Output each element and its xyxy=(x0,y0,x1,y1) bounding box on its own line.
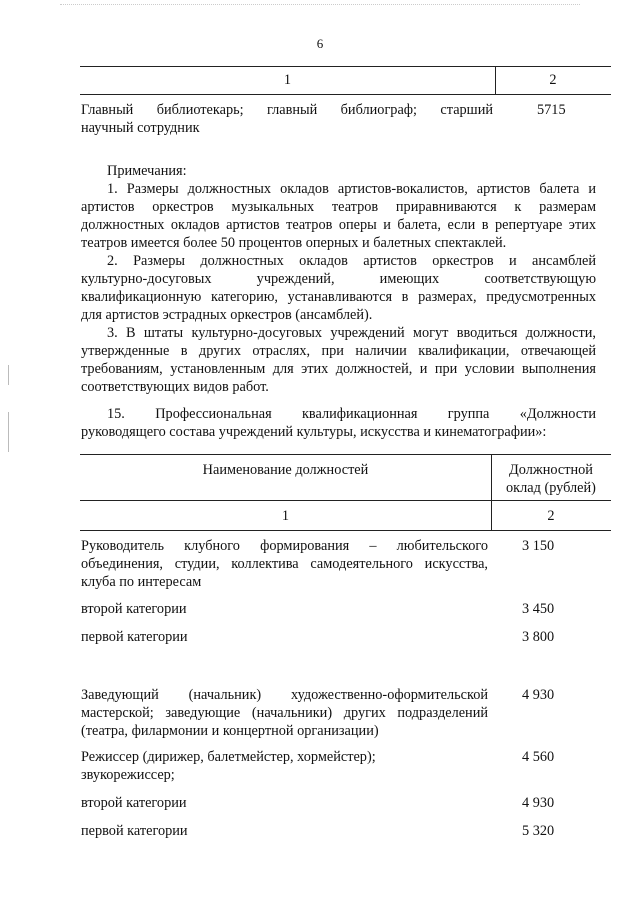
table-row-name-line: первой категории xyxy=(81,629,188,645)
table-row-salary: 5 320 xyxy=(522,823,555,839)
main-table-num-col1: 1 xyxy=(281,508,290,524)
table-row-salary: 3 800 xyxy=(522,629,555,645)
note3-line: 3. В штаты культурно-досуговых учреждений могут вводиться должности, xyxy=(107,325,596,341)
note3-line: требованиям, установленным для этих должностей, и при условии выполнения xyxy=(81,361,596,377)
scan-artifact-mark xyxy=(8,365,9,385)
table-row-salary: 4 930 xyxy=(522,795,555,811)
table-row-name-line: Заведующий (начальник) художественно-оформительской xyxy=(81,687,488,703)
note2-line: 2. Размеры должностных окладов артистов оркестров и ансамблей xyxy=(107,253,596,269)
note3-line: утвержденные в других отраслях, при наличии квалификации, отвечающей xyxy=(81,343,596,359)
main-table-top-border xyxy=(80,454,611,455)
table-row-name-line: объединения, студии, коллектива самодеятельного искусства, xyxy=(81,556,488,572)
page-number: 6 xyxy=(316,36,324,51)
table-row-name-line: (театра, филармонии и концертной организации) xyxy=(81,723,379,739)
table-row-name-line: мастерской; заведующие (начальники) других подразделений xyxy=(81,705,488,721)
main-table-header-col2-line1: Должностной xyxy=(509,462,593,478)
table-row-salary: 4 560 xyxy=(522,749,555,765)
note2-line: культурно-досуговых учреждений, имеющих соответствующую xyxy=(81,271,596,287)
top-table-row-name-line2: научный сотрудник xyxy=(81,120,200,136)
scan-artifact-dots xyxy=(60,4,580,6)
table-row-name-line: второй категории xyxy=(81,795,187,811)
table-row-salary: 4 930 xyxy=(522,687,555,703)
top-table-top-border xyxy=(80,66,611,67)
main-table-header-col2-line2: оклад (рублей) xyxy=(506,480,596,496)
note1-line: должностных окладов артистов театров оперы и балета, если в репертуаре этих xyxy=(81,217,596,233)
main-table-number-row-border xyxy=(80,530,611,531)
table-row-name-line: второй категории xyxy=(81,601,187,617)
table-row-name-line: первой категории xyxy=(81,823,188,839)
scan-artifact-mark xyxy=(8,412,9,452)
main-table-header-border xyxy=(80,500,611,501)
note2-line: для артистов эстрадных оркестров (ансамблей). xyxy=(81,307,373,323)
note1-line: театров имеется более 50 процентов оперных и балетных спектаклей. xyxy=(81,235,507,251)
table-row-salary: 3 150 xyxy=(522,538,555,554)
top-table-row-name-line1: Главный библиотекарь; главный библиограф; старший xyxy=(81,102,493,118)
table-row-name-line: звукорежиссер; xyxy=(81,767,175,783)
main-table-header-col1: Наименование должностей xyxy=(202,462,369,478)
section-15-title-line1: 15. Профессиональная квалификационная группа «Должности xyxy=(107,406,596,422)
table-row-name-line: клуба по интересам xyxy=(81,574,202,590)
note1-line: 1. Размеры должностных окладов артистов-вокалистов, артистов балета и xyxy=(107,181,596,197)
top-table-row-salary: 5715 xyxy=(537,102,566,118)
note3-line: соответствующих видов работ. xyxy=(81,379,269,395)
top-table-header-col1: 1 xyxy=(283,72,292,88)
notes-heading: Примечания: xyxy=(107,163,187,179)
table-row-salary: 3 450 xyxy=(522,601,555,617)
top-table-header-col2: 2 xyxy=(549,72,557,88)
section-15-title-line2: руководящего состава учреждений культуры, искусства и кинематографии»: xyxy=(81,424,547,440)
note1-line: артистов оркестров музыкальных театров приравниваются к размерам xyxy=(81,199,596,215)
table-row-name-line: Руководитель клубного формирования – любительского xyxy=(81,538,488,554)
top-table-header-border xyxy=(80,94,611,95)
main-table-num-col2: 2 xyxy=(547,508,555,524)
note2-line: квалификационную категорию, устанавливаются в размерах, предусмотренных xyxy=(81,289,596,305)
table-row-name-line: Режиссер (дирижер, балетмейстер, хормейстер); xyxy=(81,749,376,765)
